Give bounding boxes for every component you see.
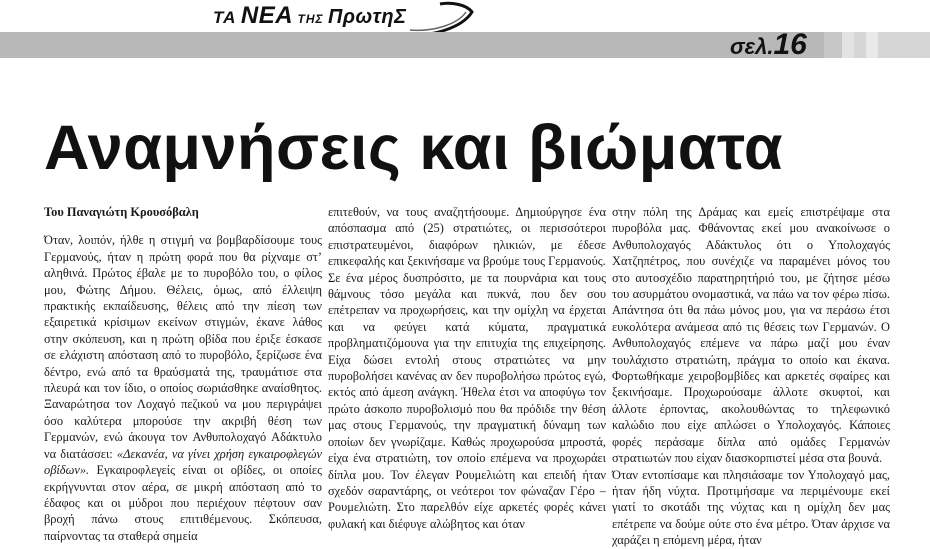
masthead xyxy=(0,0,930,62)
article-byline: Του Παναγιώτη Κρουσόβαλη xyxy=(44,205,199,219)
paragraph-text: Εγκαιροφλεγείς είναι οι οβίδες, οι οποίες εκρήγνυνται στον αέρα, σε μικρή απόσταση από το έδαφος και οι μύδροι που περιέχουν πέφτουν σαν βροχή πάνω στους επιτιθέμενους. Σκόπευσα, παίρνοντας τα σταθερά σημεία xyxy=(44,463,322,543)
logo-word-2: ΝΕΑ xyxy=(240,2,294,29)
logo-word-1: ΤΑ xyxy=(213,8,237,27)
article-paragraph: στην πόλη της Δράμας και εμείς επιστρέψαμε στα πυροβόλα μας. Φθάνοντας εκεί μου ανακοίνωσε ο Ανθυπολοχαγός Αδάκτυλος ότι ο Υπολοχαγός Χατζηπέτρος, που συνέχιζε να παραμένει μόνος του στο αυτοσχέδιο παρατηρητήριό του, με ζήτησε μέσω του ασυρμάτου ονομαστικά, να πάω να τον φέρω πίσω. Απάντησα ότι θα πάω μόνος μου, για να περάσω έτσι ευκολότερα ανάμεσα από τις θέσεις των Γερμανών. Ο Ανθυπολοχαγός επέμενε να πάρω μαζί μου έναν τουλάχιστο στρατιώτη, πράγμα το οποίο και έκανα. Φορτωθήκαμε χειροβομβίδες και αρκετές σφαίρες και ξεκινήσαμε. Προχωρούσαμε άλλοτε σκυφτοί, και άλλοτε έρποντας, ακολουθώντας το τηλεφωνικό καλώδιο που είχε απλώσει ο Υπολοχαγός. Κάποιες φορές περάσαμε δίπλα από ομάδες Γερμανών στρατιωτών που είχαν διασκορπιστεί μέσα στα βουνά. xyxy=(612,205,890,466)
article-headline: Αναμνήσεις και βιώματα xyxy=(44,113,784,183)
paragraph-text: Όταν, λοιπόν, ήλθε η στιγμή να βομβαρδίσουμε τους Γερμανούς, ήταν η πρώτη φορά που θα ρίχναμε στ’ αληθινά. Πρώτος έβαλε με το πυροβόλο του, ο φίλος μου, Φώτης Δήμου. Θέλεις, όμως, από έλλειψη πρακτικής εκπαίδευσης, θέλεις από την πίεση των εξαιρετικά κρίσιμων εκείνων στιγμών, έκανε λάθος στην σκόπευση, και η πρώτη οβίδα που έριξε έσκασε σε ελάχιστη απόσταση από το πυροβόλο, ξερίζωσε ένα δέντρο, ενώ από τα θραύσματά της, τραυμάτισε στα πλευρά και τον ίδιο, ο οποίος σωριάσθηκε αναίσθητος. Ξαναρώτησα τον Λοχαγό πεζικού να μου περιγράψει όσο καλύτερα μπορούσε την ακριβή θέση των Γερμανών, ενώ άκουγα τον Ανθυπολοχαγό Αδάκτυλο να διατάσσει: xyxy=(44,233,322,461)
logo-word-4: ΠρωτηΣ xyxy=(328,6,407,28)
page-number xyxy=(730,28,822,62)
article-paragraph: επιτεθούν, να τους αναζητήσουμε. Δημιούργησε ένα απόσπασμα από (25) στρατιώτες, οι περισσότεροι επιστρατευμένοι, διαφόρων ηλικιών, με έδεσε επικεφαλής και ξεκινήσαμε να βρούμε τους Γερμανούς. xyxy=(328,205,606,269)
article-column-2 xyxy=(328,204,606,531)
masthead-band-segment xyxy=(824,32,842,58)
page-number-label: σελ. xyxy=(730,34,774,59)
logo-word-3: ΤΗΣ xyxy=(297,12,324,26)
newspaper-logo xyxy=(213,2,406,32)
article-column-3 xyxy=(612,204,890,548)
masthead-band-box xyxy=(866,32,878,58)
article-paragraph: Σε ένα μέρος δυσπρόσιτο, με τα πουρνάρια και τους θάμνους τόσο μεγάλα και πυκνά, που δεν σου επέτρεπαν να προχωρήσεις, και την ομίχλη να έρχεται και να φεύγει κατά κύματα, πραγματικά προβληματιζόμουνα για την επιτυχία της επιχείρησης. Είχα δώσει εντολή στους στρατιώτες να μην πυροβολήσει κανένας αν δεν πυροβολήσω πρώτος εγώ, εκτός από άμεση ανάγκη. Ήθελα έτσι να αποφύγω τον πρώτο άσκοπο πυροβολισμό που θα πρόδιδε την θέση μας στους Γερμανούς, την πραγματική δύναμη των οποίων δεν γνωρίζαμε. Καθώς προχωρούσα μπροστά, είχα ένα στρατιώτη, τον οποίο επέμενα να προχωράει δίπλα μου. Τον έλεγαν Ρουμελιώτη και επειδή ήταν σχεδόν σαραντάρης, οι νεότεροι τον φώναζαν Γέρο – Ρουμελιώτη. Στο παρελθόν είχε αρκετές φορές κάνει φυλακή και διέφυγε αλώβητος και όταν xyxy=(328,270,606,531)
page-number-value: 16 xyxy=(773,28,807,61)
masthead-band-box xyxy=(842,32,854,58)
quoted-order: «Δεκανέα, να γίνει χρήση εγκαιροφλεγών οβίδων». xyxy=(44,446,322,478)
masthead-band-dark xyxy=(0,32,824,58)
article-paragraph: Όταν εντοπίσαμε και πλησιάσαμε τον Υπολοχαγό μας, ήταν ήδη νύχτα. Προτιμήσαμε να περιμένουμε εκεί γιατί το σκοτάδι της νύχτας και η ομίχλη δεν μας επέτρεπε να δούμε ούτε στο ένα μέτρο. Όταν άρχισε να χαράζει η επόμενη μέρα, ήταν xyxy=(612,467,890,548)
article-paragraph xyxy=(44,232,322,544)
article-column-1 xyxy=(44,204,322,543)
